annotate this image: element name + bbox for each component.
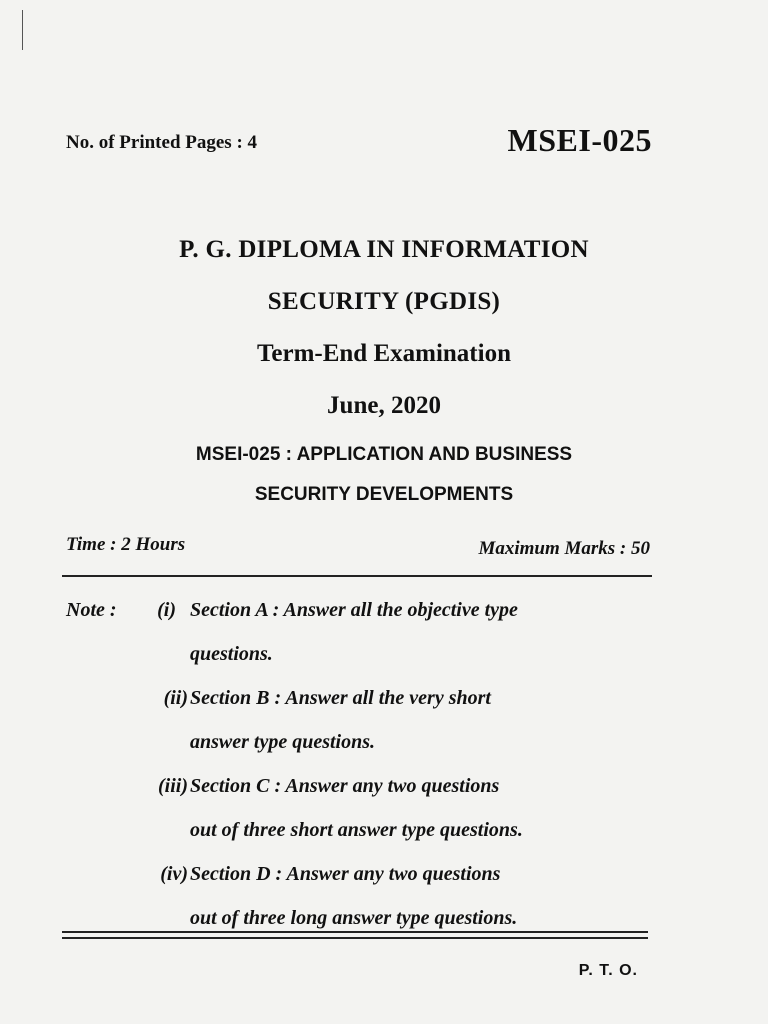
note-text-line2: questions. xyxy=(190,643,273,665)
maximum-marks: Maximum Marks : 50 xyxy=(478,538,650,559)
header-row xyxy=(66,122,652,172)
course-code: MSEI-025 xyxy=(507,122,652,158)
note-number: (iii) xyxy=(158,775,188,797)
note-label: Note : xyxy=(66,599,117,621)
exam-session: June, 2020 xyxy=(327,392,441,419)
programme-title-line2: SECURITY (PGDIS) xyxy=(267,288,501,315)
printed-pages: No. of Printed Pages : 4 xyxy=(66,132,258,153)
note-text-line1: Section C : Answer any two questions xyxy=(190,775,500,797)
note-text xyxy=(190,852,652,940)
note-text-line1: Section D : Answer any two questions xyxy=(190,863,501,885)
margin-mark xyxy=(22,10,23,50)
double-rule-bottom xyxy=(62,937,648,939)
note-text-line2: answer type questions. xyxy=(190,731,376,753)
note-number: (iv) xyxy=(160,863,188,885)
double-rule-top xyxy=(62,931,648,933)
time-marks-row xyxy=(66,534,652,564)
note-text xyxy=(190,588,652,676)
divider-line xyxy=(62,575,652,577)
programme-title-line1: P. G. DIPLOMA IN INFORMATION xyxy=(179,236,589,263)
please-turn-over: P. T. O. xyxy=(578,962,638,979)
time-allowed: Time : 2 Hours xyxy=(66,534,186,555)
exam-title: Term-End Examination xyxy=(257,340,511,367)
note-number: (i) xyxy=(157,599,176,621)
note-text-line2: out of three long answer type questions. xyxy=(190,907,518,929)
subject-line2: SECURITY DEVELOPMENTS xyxy=(254,484,514,505)
subject-line1: MSEI-025 : APPLICATION AND BUSINESS xyxy=(195,444,573,465)
note-text-line1: Section B : Answer all the very short xyxy=(190,687,491,709)
note-text-line1: Section A : Answer all the objective type xyxy=(190,599,518,621)
note-text-line2: out of three short answer type questions. xyxy=(190,819,523,841)
note-number: (ii) xyxy=(163,687,188,709)
note-text xyxy=(190,764,652,852)
note-text xyxy=(190,676,652,764)
